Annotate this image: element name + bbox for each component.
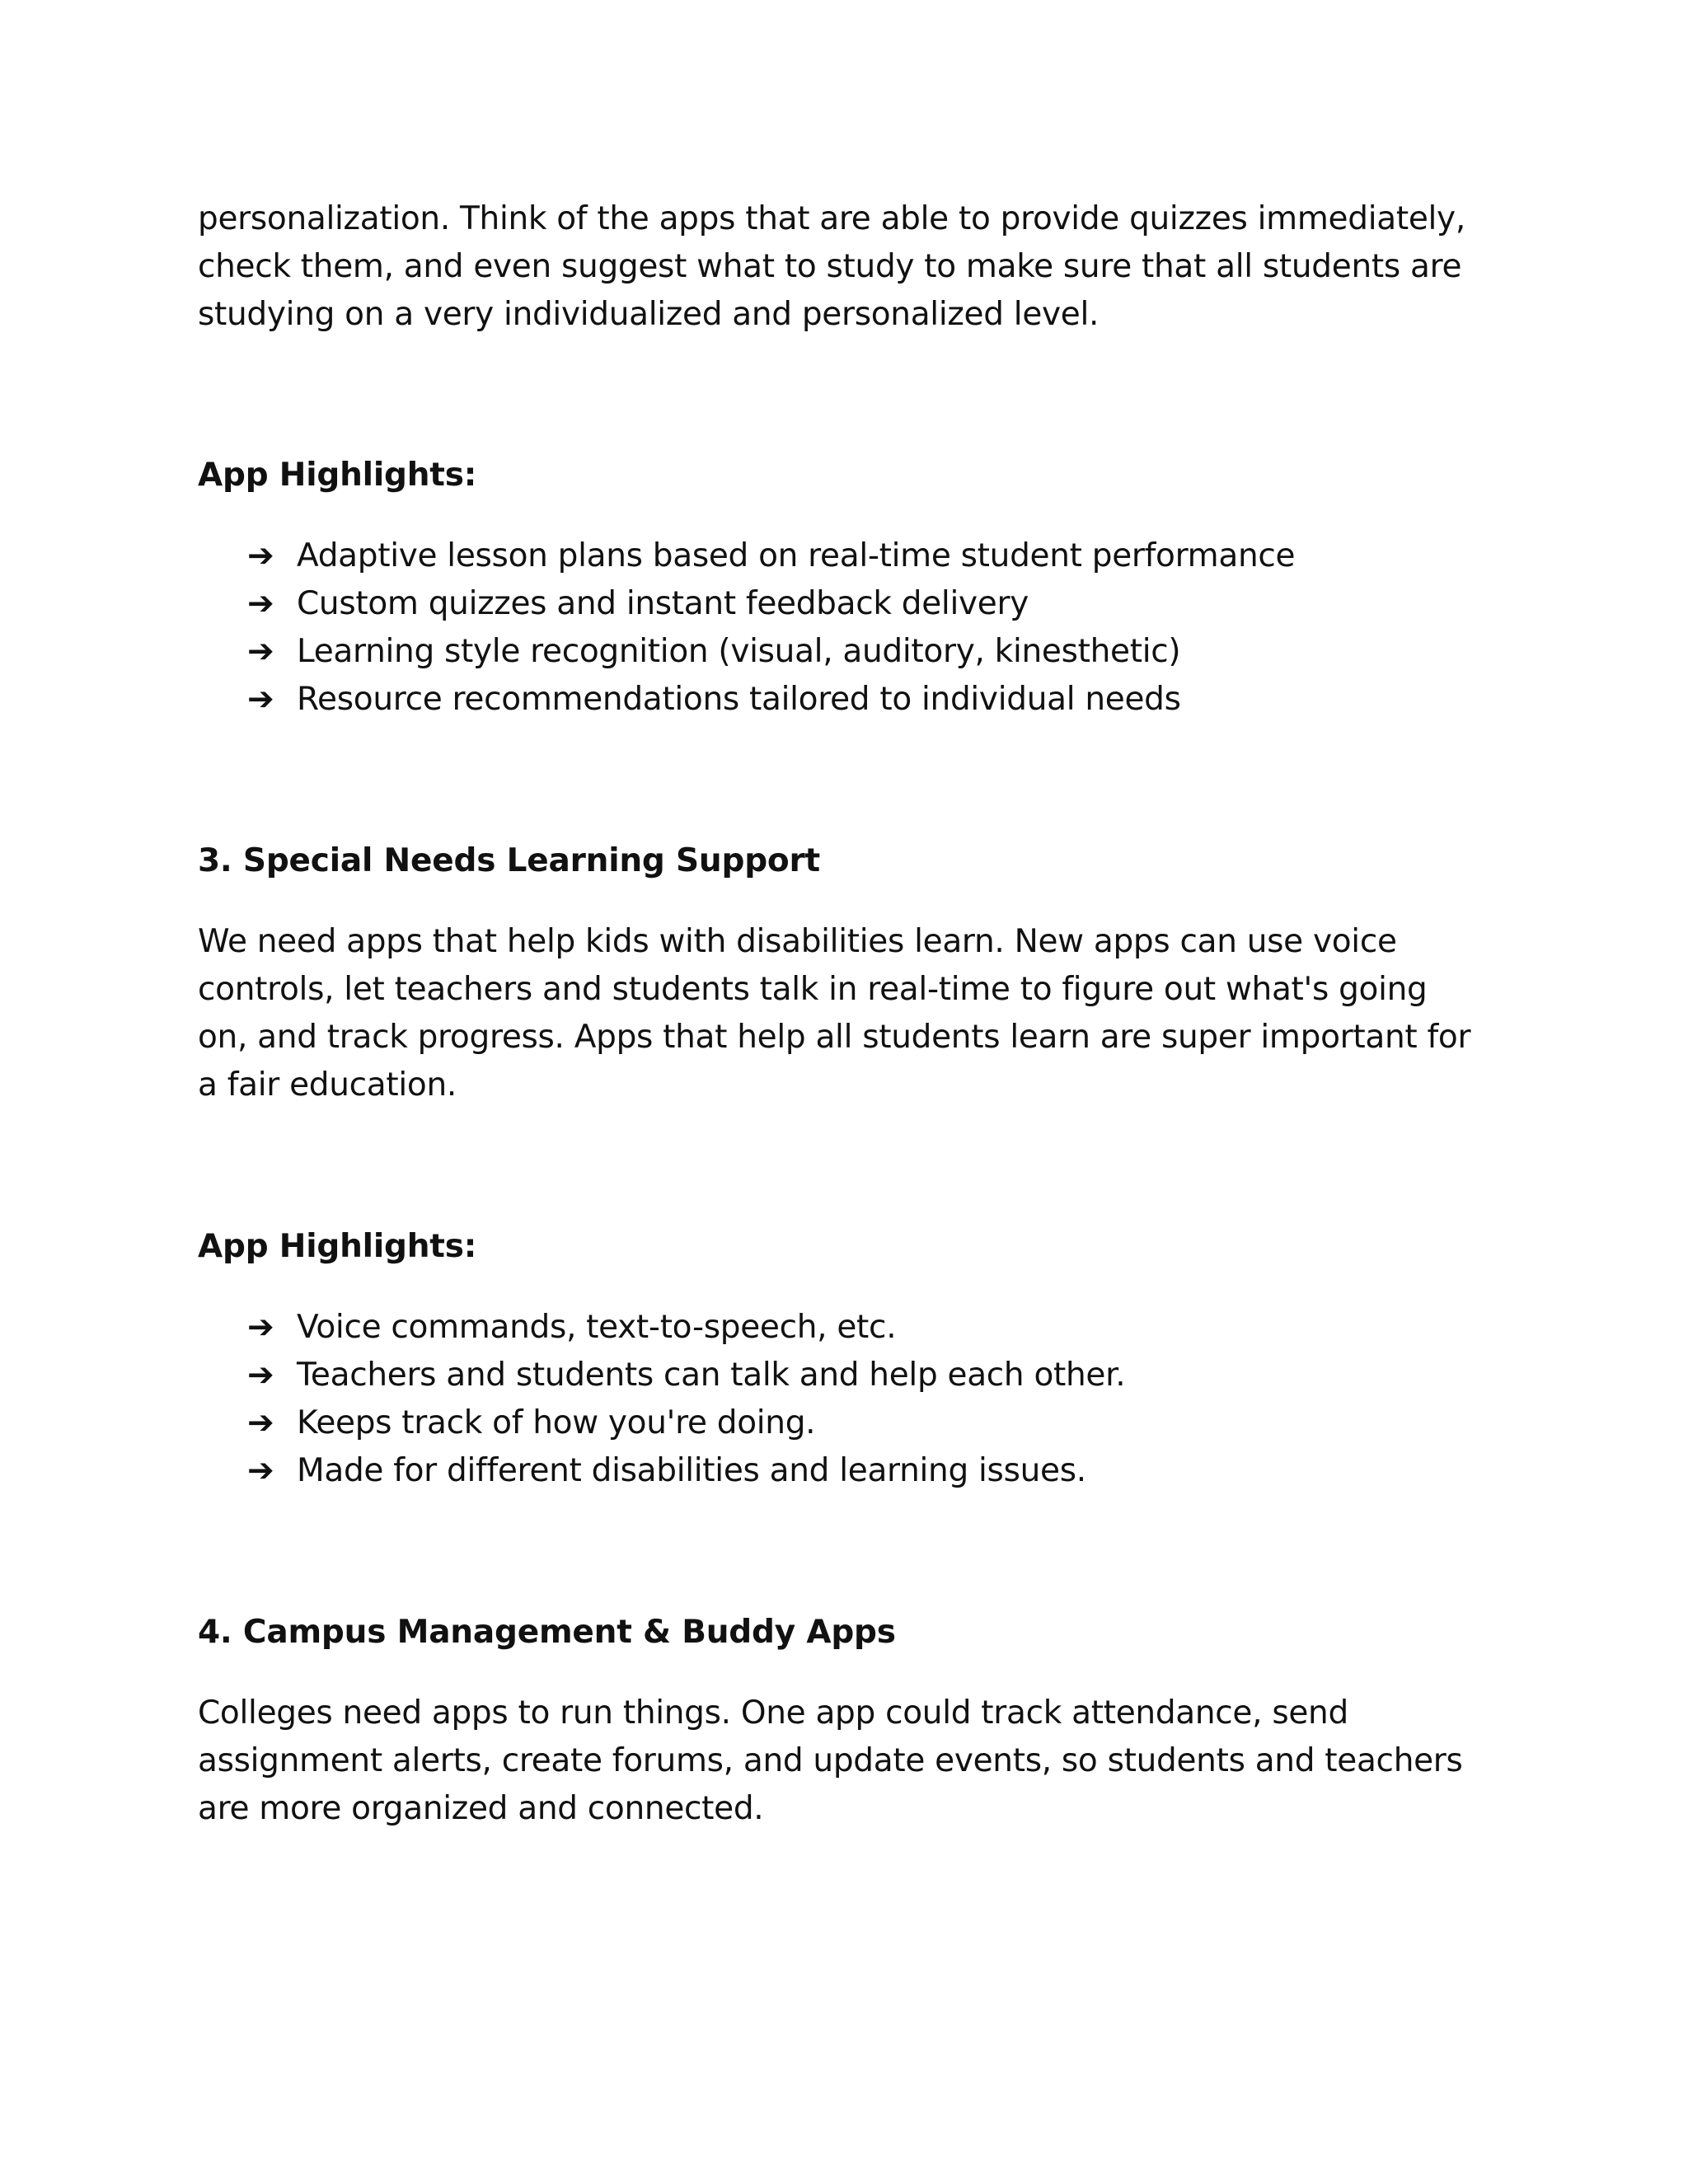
list-item-text: Adaptive lesson plans based on real-time student performance xyxy=(297,537,1296,574)
arrow-bullet-icon: ➔ xyxy=(247,1357,274,1394)
paragraph-line: controls, let teachers and students talk in real-time to figure out what's going xyxy=(198,971,1428,1008)
list-item-text: Learning style recognition (visual, auditory, kinesthetic) xyxy=(297,633,1181,670)
app-highlights-list xyxy=(198,1304,1125,1495)
app-highlights-heading: App Highlights: xyxy=(198,1228,477,1265)
section-paragraph xyxy=(198,1690,1500,1833)
paragraph-line: a fair education. xyxy=(198,1066,457,1104)
intro-paragraph xyxy=(198,195,1500,339)
app-highlights-list xyxy=(198,532,1295,724)
list-item xyxy=(247,628,1295,676)
paragraph-line: Colleges need apps to run things. One app could track attendance, send xyxy=(198,1694,1348,1732)
intro-line: studying on a very individualized and personalized level. xyxy=(198,296,1100,333)
section-paragraph xyxy=(198,918,1500,1109)
list-item xyxy=(247,1304,1125,1352)
paragraph-line: are more organized and connected. xyxy=(198,1790,764,1827)
arrow-bullet-icon: ➔ xyxy=(247,681,274,718)
list-item-text: Custom quizzes and instant feedback delivery xyxy=(297,585,1029,622)
list-item-text: Made for different disabilities and learning issues. xyxy=(297,1452,1086,1489)
list-item-text: Resource recommendations tailored to individual needs xyxy=(297,681,1181,718)
paragraph-line: on, and track progress. Apps that help all students learn are super important for xyxy=(198,1019,1471,1056)
list-item xyxy=(247,580,1295,628)
arrow-bullet-icon: ➔ xyxy=(247,585,274,622)
list-item xyxy=(247,1399,1125,1447)
list-item-text: Teachers and students can talk and help each other. xyxy=(297,1357,1126,1394)
paragraph-line: assignment alerts, create forums, and update events, so students and teachers xyxy=(198,1742,1463,1779)
list-item-text: Voice commands, text-to-speech, etc. xyxy=(297,1309,897,1346)
intro-line: personalization. Think of the apps that are able to provide quizzes immediately, xyxy=(198,200,1465,237)
app-highlights-heading: App Highlights: xyxy=(198,457,477,494)
list-item xyxy=(247,676,1295,724)
list-item xyxy=(247,532,1295,580)
arrow-bullet-icon: ➔ xyxy=(247,633,274,670)
arrow-bullet-icon: ➔ xyxy=(247,537,274,574)
section-heading: 4. Campus Management & Buddy Apps xyxy=(198,1614,896,1651)
arrow-bullet-icon: ➔ xyxy=(247,1309,274,1346)
arrow-bullet-icon: ➔ xyxy=(247,1452,274,1489)
arrow-bullet-icon: ➔ xyxy=(247,1404,274,1441)
section-heading: 3. Special Needs Learning Support xyxy=(198,842,820,879)
list-item xyxy=(247,1447,1125,1495)
paragraph-line: We need apps that help kids with disabilities learn. New apps can use voice xyxy=(198,923,1397,960)
intro-line: check them, and even suggest what to study to make sure that all students are xyxy=(198,248,1462,285)
list-item xyxy=(247,1352,1125,1399)
list-item-text: Keeps track of how you're doing. xyxy=(297,1404,816,1441)
